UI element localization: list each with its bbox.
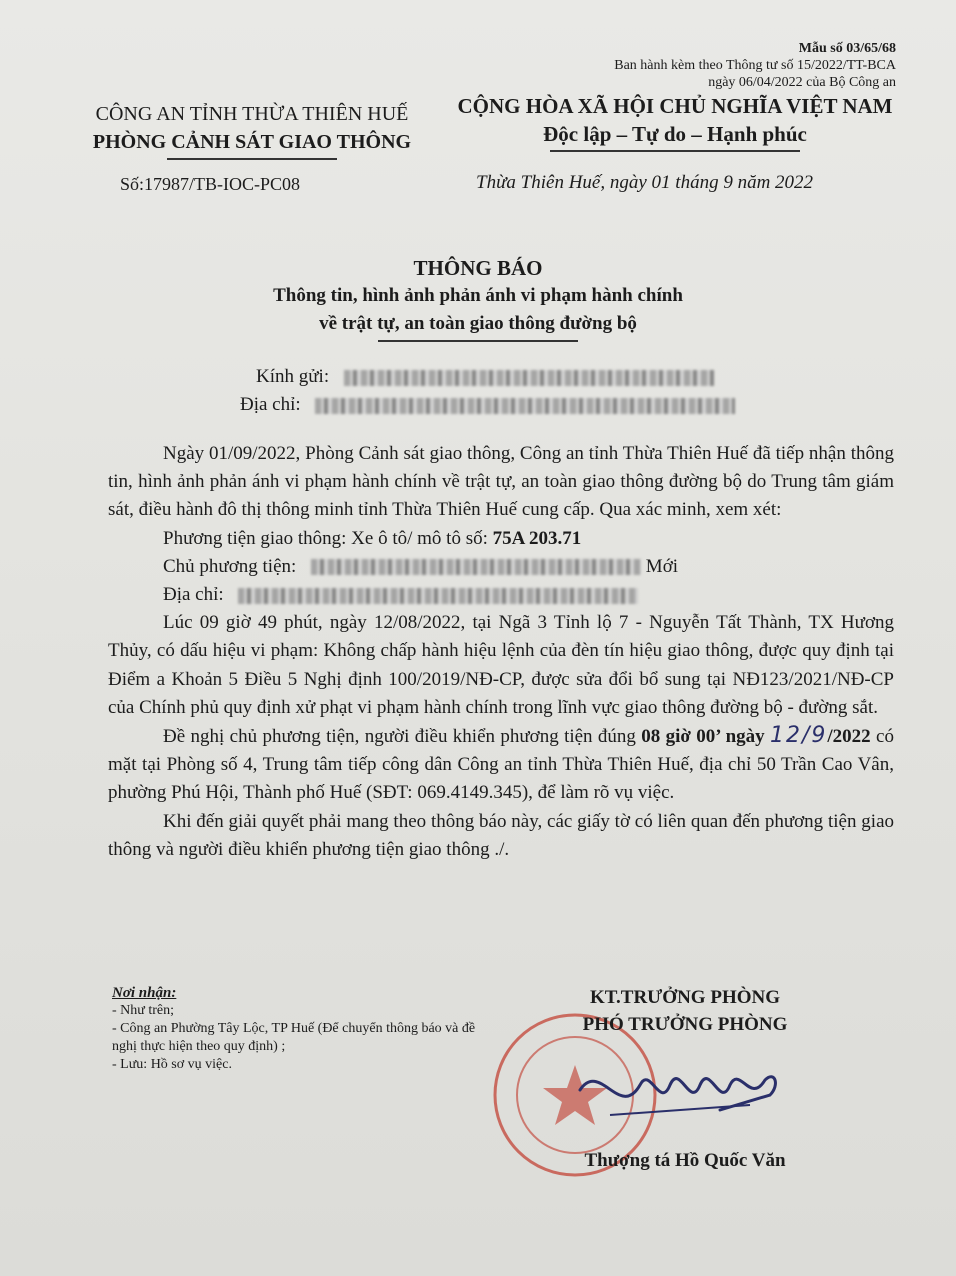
redacted-recipient-name [344, 370, 714, 386]
form-reference [614, 40, 896, 91]
agency-department: PHÒNG CẢNH SÁT GIAO THÔNG [92, 131, 412, 153]
redacted-recipient-address [315, 398, 735, 414]
signature-line-2: PHÓ TRƯỞNG PHÒNG [582, 1014, 788, 1035]
body-paragraph-3 [108, 722, 894, 808]
title-main: THÔNG BÁO [413, 256, 543, 280]
handwritten-date: 12/9 [770, 723, 828, 749]
owner-suffix: Mới [645, 555, 679, 577]
owner-address-label: Địa chỉ: [163, 584, 224, 606]
vehicle-line [108, 525, 894, 553]
para3-time: 08 giờ 00’ ngày [641, 726, 765, 748]
signer-name: Thượng tá Hồ Quốc Văn [584, 1150, 786, 1171]
document-number: Số:17987/TB-IOC-PC08 [120, 174, 301, 194]
recipients-block [112, 984, 492, 1074]
form-issued-line-1: Ban hành kèm theo Thông tư số 15/2022/TT-BCA [614, 58, 896, 73]
national-name: CỘNG HÒA XÃ HỘI CHỦ NGHĨA VIỆT NAM [457, 94, 893, 118]
title-underline [378, 340, 578, 342]
redacted-owner-name [311, 559, 641, 575]
place-date: Thừa Thiên Huế, ngày 01 tháng 9 năm 2022 [476, 172, 814, 193]
handwritten-signature [570, 1050, 790, 1130]
recipient-item: - Công an Phường Tây Lộc, TP Huế (Để chuyển thông báo và đề nghị thực hiện theo quy định) ; [112, 1021, 476, 1054]
agency-parent: CÔNG AN TỈNH THỪA THIÊN HUẾ [95, 103, 409, 125]
recipient-to-label: Kính gửi: [256, 366, 330, 387]
document-title [0, 254, 956, 342]
owner-line [108, 553, 894, 581]
owner-address-line [108, 581, 894, 609]
document-body [108, 440, 894, 864]
national-motto: Độc lập – Tự do – Hạnh phúc [543, 122, 807, 146]
signature-title [520, 984, 850, 1038]
vehicle-plate: 75A 203.71 [492, 527, 582, 549]
agency-underline [167, 158, 337, 160]
signature-line-1: KT.TRƯỞNG PHÒNG [590, 987, 780, 1008]
body-paragraph-1: Ngày 01/09/2022, Phòng Cảnh sát giao thông, Công an tỉnh Thừa Thiên Huế đã tiếp nhận thông tin, hình ảnh phản ánh vi phạm hành chính về trật tự, an toàn giao thông đường bộ do Trung tâm giám sát, điều hành đô thị thông minh tỉnh Thừa Thiên Huế cung cấp. Qua xác minh, xem xét: [108, 443, 894, 521]
title-line-3: về trật tự, an toàn giao thông đường bộ [319, 313, 637, 334]
agency-header [72, 100, 432, 160]
body-paragraph-4: Khi đến giải quyết phải mang theo thông báo này, các giấy tờ có liên quan đến phương tiện giao thông và người điều khiển phương tiện giao thông ./. [108, 810, 894, 860]
vehicle-label: Phương tiện giao thông: Xe ô tô/ mô tô số: [163, 527, 493, 549]
recipient-address-label: Địa chỉ: [240, 394, 301, 415]
title-line-2: Thông tin, hình ảnh phản ánh vi phạm hành chính [273, 285, 683, 306]
para3-rest: có mặt tại Phòng số 4, Trung tâm tiếp công dân Công an tỉnh Thừa Thiên Huế, địa chỉ 50 Trần Cao Vân, phường Phú Hội, Thành phố Huế (SĐT: 069.4149.345), để làm rõ vụ việc. [108, 726, 894, 804]
motto-underline [550, 150, 800, 152]
recipient-item: - Lưu: Hồ sơ vụ việc. [112, 1057, 232, 1072]
form-number: Mẫu số 03/65/68 [798, 41, 896, 56]
form-issued-line-2: ngày 06/04/2022 của Bộ Công an [708, 75, 896, 90]
national-header [440, 92, 910, 152]
para3-year: /2022 [827, 726, 871, 748]
recipient-to-line [256, 366, 714, 388]
body-paragraph-2: Lúc 09 giờ 49 phút, ngày 12/08/2022, tại Ngã 3 Tỉnh lộ 7 - Nguyễn Tất Thành, TX Hương Thủy, có dấu hiệu vi phạm: Không chấp hành hiệu lệnh của đèn tín hiệu giao thông, được quy định tại Điểm a Khoản 5 Điều 5 Nghị định 100/2019/NĐ-CP, được sửa đổi bổ sung tại NĐ123/2021/NĐ-CP của Chính phủ quy định xử phạt vi phạm hành chính trong lĩnh vực giao thông đường bộ - đường sắt. [108, 612, 894, 718]
recipient-item: - Như trên; [112, 1003, 175, 1018]
recipients-heading: Nơi nhận: [112, 985, 177, 1001]
redacted-owner-address [238, 588, 638, 604]
para3-start: Đề nghị chủ phương tiện, người điều khiển phương tiện đúng [163, 726, 642, 748]
recipient-address-line [240, 394, 735, 416]
owner-label: Chủ phương tiện: [163, 555, 297, 577]
